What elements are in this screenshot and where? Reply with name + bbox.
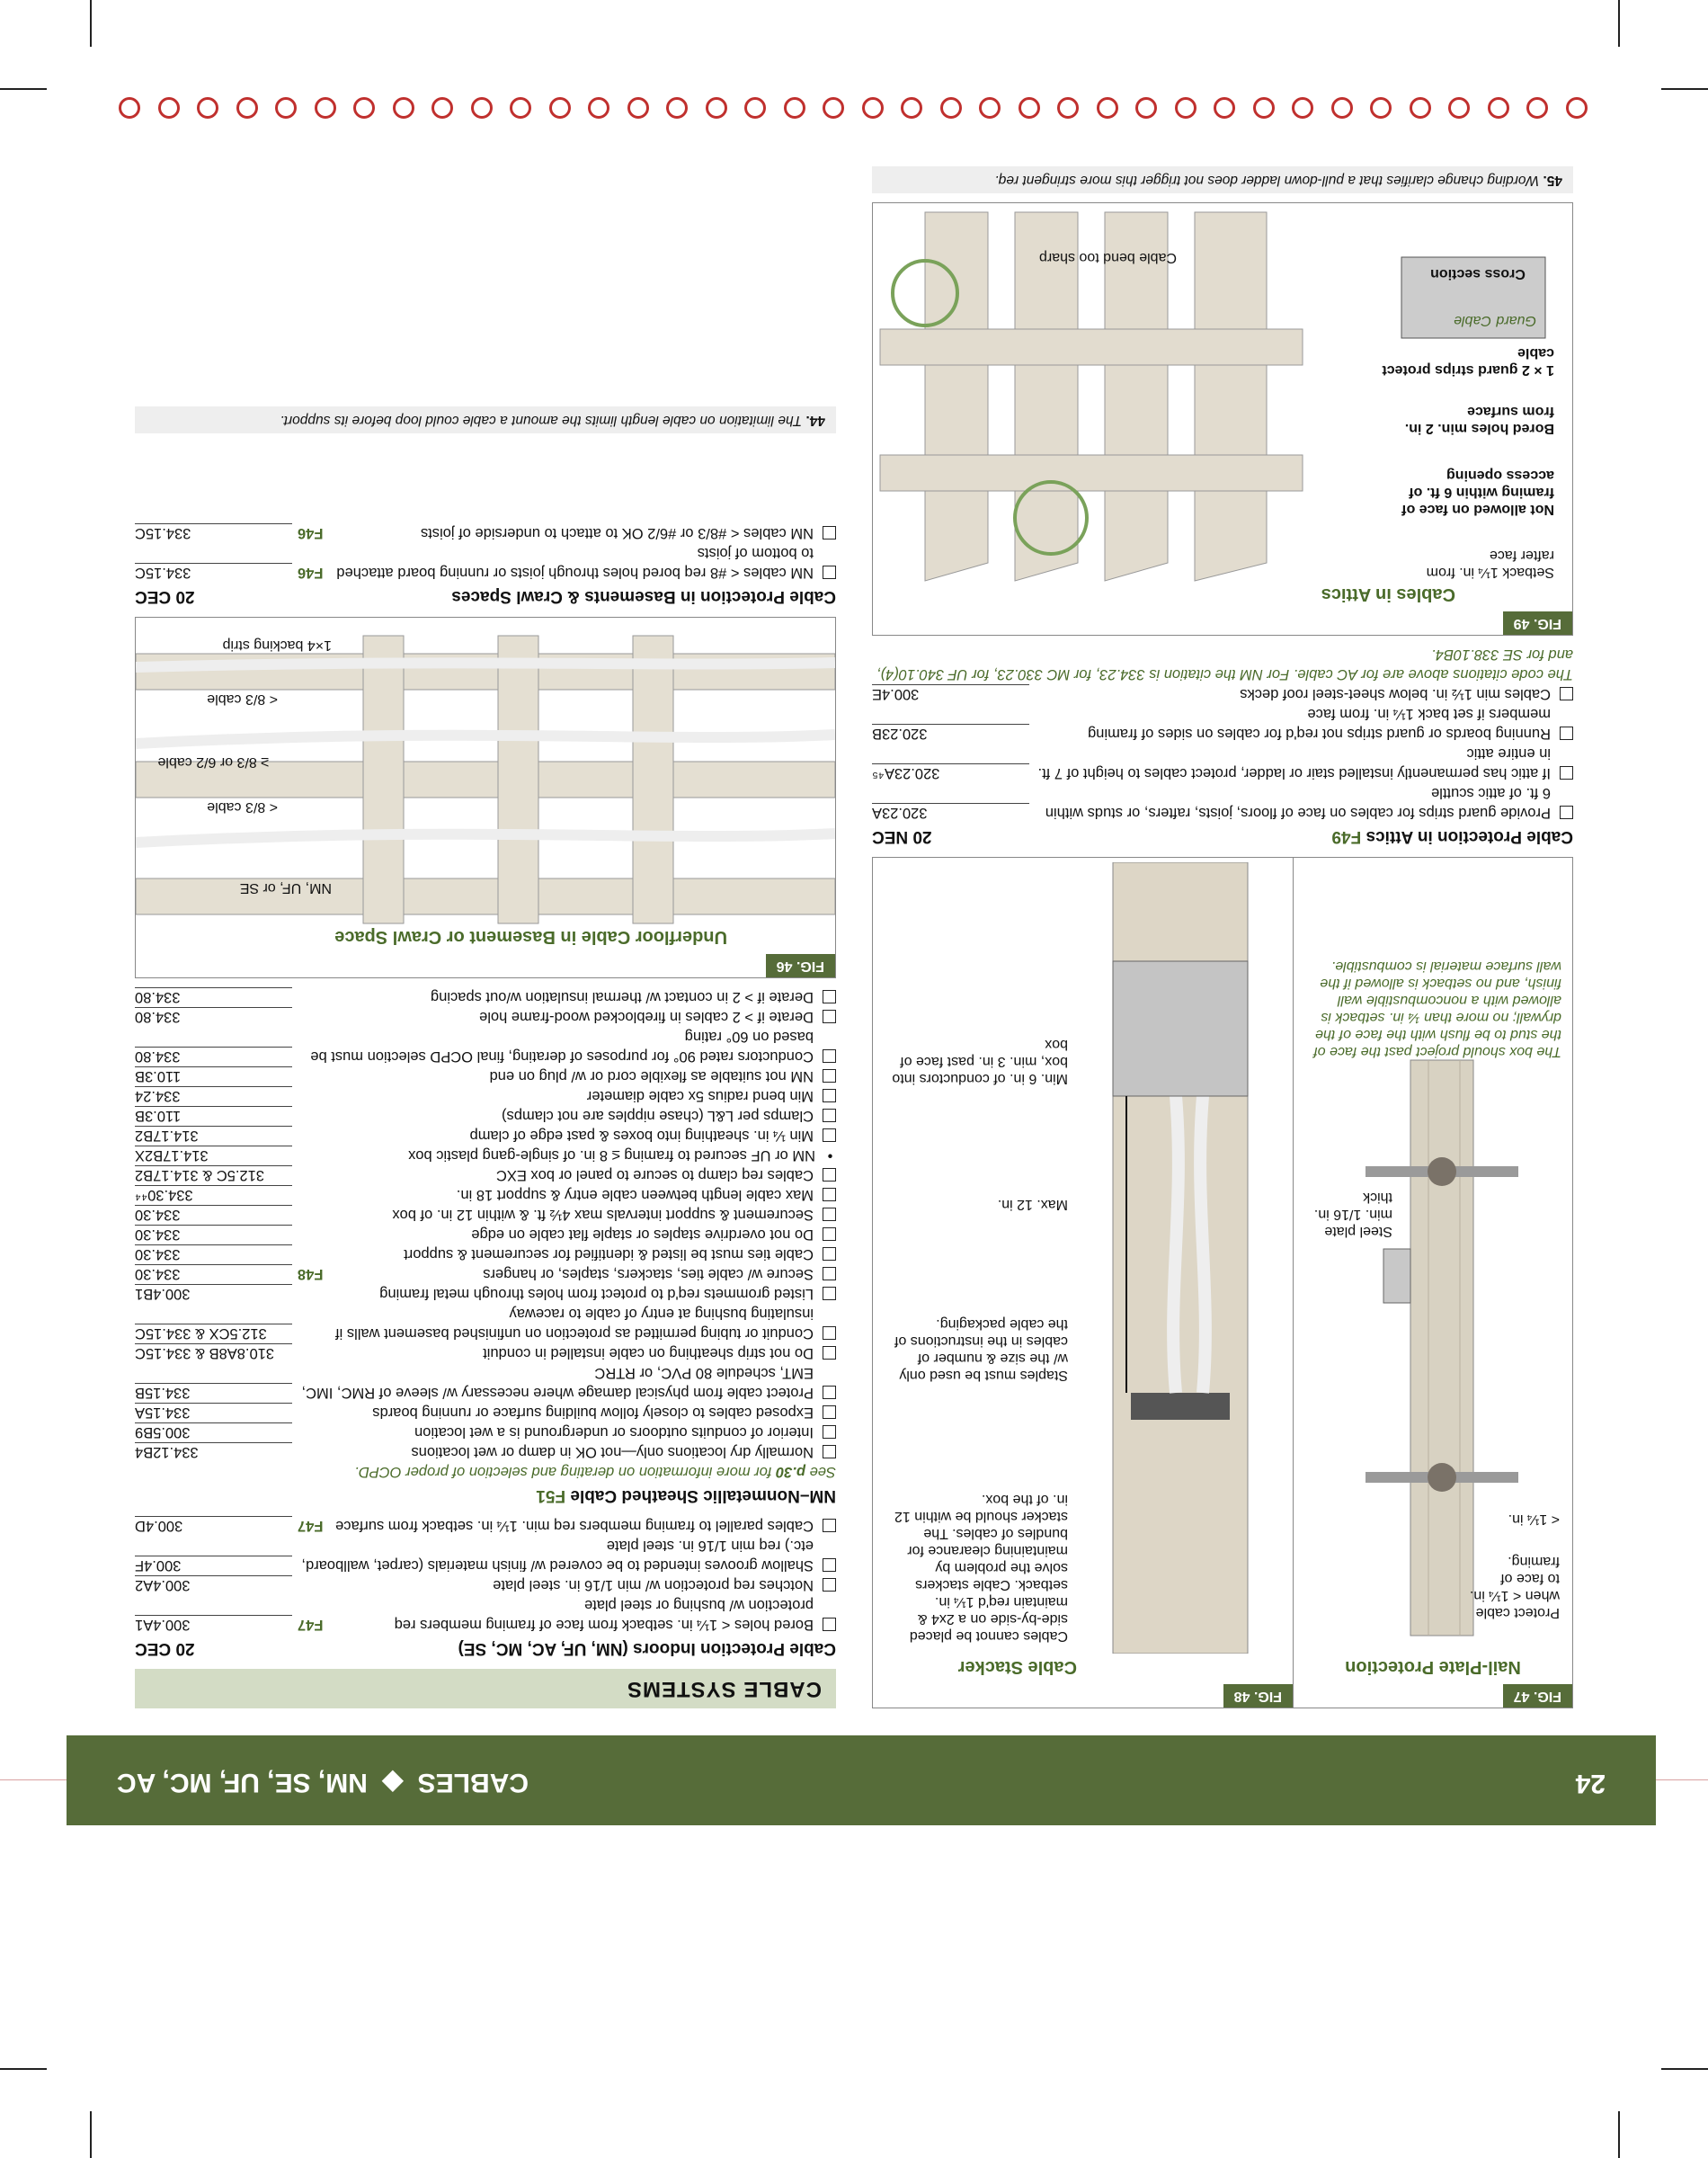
binder-ring [1058,97,1080,119]
binder-ring [902,97,923,119]
binder-ring [471,97,493,119]
item-text: Protect cable from physical damage where necessary w/ sleeve of RMC, IMC, EMT, schedule 80 PVC, or RTRC [301,1365,814,1401]
checklist-item [135,1086,836,1106]
binder-ring [589,97,610,119]
fig46-label-5: 1×4 backing strip [222,638,332,653]
binder-ring [1449,97,1471,119]
fig49-not-allowed: Not allowed on face of framing within 6 ft. of access opening [1401,468,1554,517]
binder-ring [1097,97,1118,119]
item-text: Conduit or tubing permitted as protection on unfinished basement walls if insulating bushing at entry of cable to raceway [335,1306,814,1342]
binder-ring [236,97,258,119]
binder-ring [862,97,884,119]
header-types: NM, SE, UF, MC, AC [117,1768,368,1797]
code-ref: 310.8A8B & 334.15C [135,1343,292,1363]
binder-ring [1175,97,1196,119]
code-ref: 334.30 [135,1244,292,1264]
item-text: Cable ties must be listed & identified for securement & support [404,1246,814,1262]
item-text: Do not strip sheathing on cable installed in conduit [483,1345,814,1361]
checkbox[interactable] [823,1445,836,1458]
basement-code: 20 CEC [135,587,195,606]
item-text: Min bend radius 5x cable diameter [586,1088,814,1104]
checkbox[interactable] [823,1069,836,1083]
figure-ref: F47 [298,1518,324,1534]
checkbox[interactable] [823,1425,836,1439]
checklist-item [135,1165,836,1185]
crop-mark [1661,2068,1708,2070]
fig47-title: Nail-Plate Protection [1345,1657,1521,1677]
page-number: 24 [1575,1769,1606,1798]
checklist-item [135,1146,836,1165]
checkbox[interactable] [823,1109,836,1122]
code-ref: 334.24 [135,1086,292,1106]
checkbox[interactable] [823,990,836,1003]
binder-ring [432,97,454,119]
figure-ref: F46 [298,565,324,581]
binder-ring [1527,97,1549,119]
binder-ring [627,97,649,119]
fig49-title: Cables in Attics [1321,584,1455,604]
figure-46 [135,617,836,978]
binder-ring [745,97,767,119]
nm-title: NM–Nonmetallic Sheathed Cable [570,1486,836,1505]
code-ref: 110.3B [135,1106,292,1126]
checklist-item [135,1007,836,1027]
binder-ring [393,97,414,119]
checklist-item [135,1205,836,1225]
indoors-code: 20 CEC [135,1639,195,1658]
basement-checklist [135,523,836,583]
item-text: Cables min 1½ in. below sheet-steel roof decks [1240,686,1551,702]
item-text: Listed grommets req'd to protect from holes through metal framing [379,1286,814,1302]
code-ref: 300.4D [135,1516,292,1536]
item-text: Shallow grooves intended to be covered w/ finish materials (carpet, wallboard, etc.) req min 1/16 in. steel plate [301,1538,814,1574]
fig46-tag: FIG. 46 [766,954,835,977]
binder-ring [354,97,376,119]
checklist-item [135,1066,836,1086]
code-ref: 312.5C & 314.17B2 [135,1165,292,1185]
checkbox[interactable] [823,1326,836,1340]
checkbox[interactable] [823,526,836,540]
header-cables: CABLES [417,1768,529,1797]
checkbox[interactable] [823,1227,836,1241]
fig49-setback: Setback 1¼ in. from rafter face [1426,548,1554,580]
binder-ring [1214,97,1236,119]
binder-ring [120,97,141,119]
checklist-item [135,1264,836,1284]
nm-see-ref: p.30 [776,1464,806,1480]
attics-fig-ref: F49 [1331,827,1362,846]
item-text: Normally dry locations only—not OK in damp or wet locations [411,1444,814,1460]
checkbox[interactable] [823,1346,836,1360]
code-ref: 300.4A1 [135,1615,292,1635]
checkbox[interactable] [823,1168,836,1182]
basement-heading [135,586,836,606]
bullet-icon: • [827,1147,833,1164]
checklist-item [872,783,1573,823]
fig49-guard: 1 × 2 guard strips protect cable [1382,345,1554,378]
figure-ref: F46 [298,525,324,541]
crop-mark [1618,0,1620,47]
binder-ring [198,97,219,119]
fig49-bend: Cable bend too sharp [1039,250,1177,265]
item-text: Cables parallel to framing members req min. 1¼ in. setback from surface [335,1518,814,1534]
item-text: Max cable length between cable entry & support 18 in. [456,1187,814,1203]
item-text: Securement & support intervals max 4½ ft. & within 12 in. of box [392,1207,814,1223]
binder-ring [1253,97,1275,119]
footnote-45-num: 45. [1543,173,1562,188]
binder-ring [511,97,532,119]
binder-ring [1136,97,1158,119]
checkbox[interactable] [823,1089,836,1102]
binder-ring [315,97,336,119]
code-ref: 334.15C [135,563,292,583]
code-ref: 334.15A [135,1403,292,1422]
fig48-max12: Max. 12 in. [997,1197,1068,1212]
checklist-item [135,1244,836,1264]
binder-ring [1410,97,1431,119]
fig48-staples: Staples must be used only w/ the size & number of cables in the instructions of the cable packaging. [894,1316,1068,1383]
item-text: NM cables < #8 req bored holes through joists or running board attached to bottom of joists [336,545,814,581]
checkbox[interactable] [823,1010,836,1023]
checklist-item [135,1284,836,1304]
fig49-cross-section: Cross section [1430,266,1526,281]
fig48-body: Cables cannot be placed side-by-side on a 2x4 & maintain req'd 1¼ in. setback. Cable stackers solve the problem by maintaining clearance for bundles of cables. The stacker should be within 12 in. of the box. [894,1492,1068,1644]
footnote-45 [872,166,1573,193]
fig47-box-note: The box should project past the face of the stud to be flush with the face of the drywall; no more than ¼ in. setback is allowed with a noncombustible wall finish, and no setback is allowed if the wall surface material is combustible. [1313,959,1561,1059]
item-text: Clamps per L&L (chase nipples are not clamps) [502,1108,814,1124]
checkbox[interactable] [1560,727,1573,740]
fig49-guard-label: Guard [1496,313,1536,328]
checklist-item [135,1343,836,1363]
binder-ring [706,97,727,119]
fig49-bored: Bored holes min. 2 in. from surface [1404,404,1554,436]
checklist-item [135,1363,836,1403]
checkbox[interactable] [823,566,836,579]
checkbox[interactable] [823,1519,836,1532]
crop-mark [0,88,47,90]
indoors-checklist [135,1516,836,1635]
crop-mark [1618,2111,1620,2158]
fig47-tag: FIG. 47 [1503,1684,1572,1708]
checkbox[interactable] [823,1618,836,1631]
binder-ring [276,97,298,119]
checklist-item [135,523,836,543]
fig48-tag: FIG. 48 [1223,1684,1293,1708]
item-text: NM or UF secured to framing ≤ 8 in. of single-gang plastic box [408,1147,815,1164]
code-ref: 334.80 [135,1007,292,1027]
fig48-min6: Min. 6 in. of conductors into box, min. 3 in. past face of box [892,1037,1068,1086]
footnote-44 [135,406,836,433]
binder-ring [1019,97,1040,119]
fig48-panel [872,858,1293,1708]
code-ref: 334.30 [135,1205,292,1225]
basement-title: Cable Protection in Basements & Crawl Spaces [451,587,836,606]
item-text: Notches req protection w/ min 1/16 in. steel plate [493,1577,814,1593]
code-ref: 300.4E [872,684,1029,704]
code-ref: 110.3B [135,1066,292,1086]
figure-49 [872,202,1573,636]
code-ref: 300.4F [135,1556,292,1575]
checklist-item [872,684,1573,704]
left-column [872,166,1573,1708]
item-text: Cables req clamp to secure to panel or box EXC [495,1167,814,1183]
code-ref: 334.15B [135,1383,292,1403]
fig48-title: Cable Stacker [957,1657,1077,1677]
item-text: Do not overdrive staples or staple flat cable on edge [471,1226,814,1243]
checkbox[interactable] [823,1128,836,1142]
code-ref: 320.23B [872,724,1029,744]
section-band-cable-systems: CABLE SYSTEMS [135,1669,836,1708]
nm-see-prefix: See [809,1464,836,1480]
checklist-item [135,1516,836,1536]
checkbox[interactable] [823,1386,836,1399]
crop-mark [90,0,92,47]
checkbox[interactable] [823,1287,836,1300]
checkbox[interactable] [1560,687,1573,700]
fig47-panel [1293,858,1572,1708]
item-text: Min ¼ in. sheathing into boxes & past edge of clamp [469,1128,814,1144]
diamond-icon: ◆ [382,1768,404,1797]
item-text: If attic has permanently installed stair or ladder, protect cables to height of 7 ft. in entire attic [1037,745,1551,781]
right-column [135,406,836,1708]
checkbox[interactable] [823,1188,836,1201]
nm-heading [135,1485,836,1505]
item-text: NM cables < #8/3 or #6/2 OK to attach to underside of joists [420,525,814,541]
checkbox[interactable] [823,1558,836,1572]
item-text: Secure w/ cable ties, stackers, staples, or hangers [483,1266,814,1282]
crop-mark [90,2111,92,2158]
checklist-item [135,1442,836,1462]
binder-ring [549,97,571,119]
nm-checklist [135,987,836,1462]
stacker-illustration [1077,862,1284,1654]
indoors-heading [135,1638,836,1658]
checklist-item [135,1106,836,1126]
binder-ring [1566,97,1588,119]
attics-title: Cable Protection in Attics [1366,827,1573,846]
checklist-item [135,1304,836,1343]
binder-ring [1293,97,1314,119]
binder-ring [1488,97,1509,119]
item-text: Provide guard strips for cables on face of floors, joists, rafters, or studs within 6 ft. of attic scuttle [1045,785,1551,821]
figure-ref: F48 [298,1266,324,1282]
attics-code: 20 NEC [872,827,932,846]
code-ref: 320.23A⁴⁵ [872,763,1029,783]
header-bar [67,1735,1656,1825]
fig47-lt-label: < 1¼ in. [1508,1511,1560,1527]
code-ref: 334.30 [135,1264,292,1284]
figure-47-48 [872,857,1573,1708]
checkbox[interactable] [823,1578,836,1592]
code-ref: 312.5CX & 334.15C [135,1324,292,1343]
checklist-item [135,1185,836,1205]
item-text: Derate if > 2 cables in fireblocked wood-frame hole [479,1009,814,1025]
item-text: Conductors rated 90° for purposes of derating, final OCPD selection must be based on 60° rating [310,1029,814,1065]
code-ref: 334.12B4 [135,1442,292,1462]
binder-ring [980,97,1001,119]
attics-citation-note: The code citations above are for AC cable. For NM the citation is 334.23, for MC 330.23, for UF 340.10(4), and for SE 338.10B4. [876,647,1573,682]
code-ref: 300.5B9 [135,1422,292,1442]
code-ref: 334.30 [135,1225,292,1244]
footnote-44-text: The limitation on cable length limits the amount a cable could loop before its support. [280,413,803,428]
crop-mark [1661,88,1708,90]
code-ref: 300.4A2 [135,1575,292,1595]
checklist-item [135,1422,836,1442]
binder-ring [940,97,962,119]
code-ref: 314.17B2X [135,1146,292,1165]
binder-ring [1331,97,1353,119]
binder-ring [667,97,689,119]
checklist-item [872,704,1573,744]
figure-ref: F47 [298,1617,324,1633]
fig46-label-1: NM, UF, or SE [239,880,332,896]
code-ref: 334.30⁴⁴ [135,1185,292,1205]
checklist-item [135,1225,836,1244]
code-ref: 300.4B1 [135,1284,292,1304]
checklist-item [135,987,836,1007]
checklist-item [872,744,1573,783]
binder-ring [158,97,180,119]
fig46-label-4: < 8/3 cable [207,691,278,707]
checkbox[interactable] [823,1049,836,1063]
header-title [117,1767,529,1798]
checklist-item [135,1536,836,1575]
fig47-protect-label: Protect cable when < 1¼ in. to face of framing. [1469,1554,1560,1620]
binder-ring [823,97,845,119]
checklist-item [135,1595,836,1635]
attics-checklist [872,684,1573,823]
checkbox[interactable] [1560,766,1573,780]
fig46-label-2: < 8/3 cable [207,799,278,815]
fig49-cable-label: Cable [1454,313,1491,328]
checklist-item [135,1027,836,1066]
joists-illustration [136,618,835,977]
footnote-45-text: Wording change clarifies that a pull-down ladder does not trigger this more stringent req. [994,173,1540,188]
code-ref: 334.15C [135,523,292,543]
checkbox[interactable] [823,1247,836,1261]
fig47-steel-label: Steel plate min. 1/16 in. thick [1313,1190,1392,1239]
nm-see-note [135,1462,836,1482]
item-text: NM not suitable as flexible cord or w/ plug on end [489,1068,814,1084]
item-text: Bored holes < 1¼ in. setback from face of framing members req protection w/ bushing or steel plate [394,1597,814,1633]
checkbox[interactable] [823,1267,836,1280]
item-text: Interior of conduits outdoors or underground is a wet location [414,1424,814,1440]
nm-fig-ref: F51 [536,1486,566,1505]
indoors-title: Cable Protection Indoors (NM, UF, AC, MC, SE) [458,1639,836,1658]
checkbox[interactable] [823,1208,836,1221]
checkbox[interactable] [1560,806,1573,819]
code-ref: 334.80 [135,1047,292,1066]
checkbox[interactable] [823,1405,836,1419]
checklist-item [135,1403,836,1422]
fig49-tag: FIG. 49 [1503,611,1572,635]
binder-ring [1371,97,1392,119]
footnote-44-num: 44. [805,413,825,428]
checklist-item [135,1126,836,1146]
code-ref: 320.23A [872,803,1029,823]
attics-heading [872,826,1573,846]
item-text: Derate if > 2 in contact w/ thermal insulation w/out spacing [430,989,814,1005]
code-ref: 334.80 [135,987,292,1007]
item-text: Exposed cables to closely follow building surface or running boards [372,1404,814,1421]
binder-ring [784,97,805,119]
fig46-title: Underfloor Cable in Basement or Crawl Space [334,927,727,947]
item-text: Running boards or guard strips not req'd for cables on sides of framing members if set back 1¼ in. from face [1088,706,1551,742]
fig46-label-3: ≥ 8/3 or 6/2 cable [157,754,269,770]
code-ref: 314.17B2 [135,1126,292,1146]
crop-mark [0,2068,47,2070]
checklist-item [135,543,836,583]
nm-see-text: for more information on derating and selection of proper OCPD. [354,1464,772,1480]
checklist-item [135,1575,836,1595]
